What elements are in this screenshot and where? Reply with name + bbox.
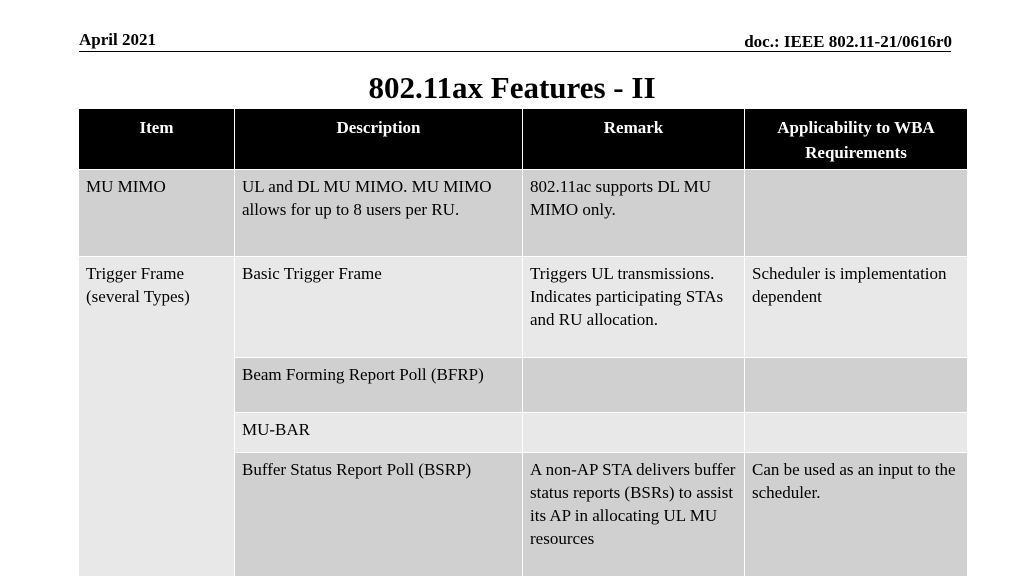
cell-item: MU MIMO bbox=[79, 170, 235, 257]
header-date: April 2021 bbox=[79, 30, 156, 49]
cell-description: Basic Trigger Frame bbox=[235, 257, 523, 358]
column-header-remark: Remark bbox=[523, 109, 745, 170]
column-header-applicability: Applicability to WBA Requirements bbox=[745, 109, 968, 170]
header-doc-id: doc.: IEEE 802.11-21/0616r0 bbox=[744, 32, 952, 51]
cell-applicability: Can be used as an input to the scheduler. bbox=[745, 453, 968, 576]
cell-applicability bbox=[745, 170, 968, 257]
cell-description: MU-BAR bbox=[235, 413, 523, 453]
cell-item: Trigger Frame (several Types) bbox=[79, 257, 235, 576]
cell-description: UL and DL MU MIMO. MU MIMO allows for up to 8 users per RU. bbox=[235, 170, 523, 257]
table-row bbox=[79, 170, 968, 257]
features-table bbox=[78, 108, 968, 576]
cell-remark bbox=[523, 413, 745, 453]
header-divider bbox=[79, 51, 951, 52]
cell-applicability: Scheduler is implementation dependent bbox=[745, 257, 968, 358]
table-row bbox=[79, 257, 968, 358]
column-header-description: Description bbox=[235, 109, 523, 170]
cell-description: Buffer Status Report Poll (BSRP) bbox=[235, 453, 523, 576]
cell-remark bbox=[523, 358, 745, 413]
table-header-row bbox=[79, 109, 968, 170]
cell-applicability bbox=[745, 413, 968, 453]
cell-remark: Triggers UL transmissions. Indicates participating STAs and RU allocation. bbox=[523, 257, 745, 358]
cell-remark: 802.11ac supports DL MU MIMO only. bbox=[523, 170, 745, 257]
cell-remark: A non-AP STA delivers buffer status reports (BSRs) to assist its AP in allocating UL MU resources bbox=[523, 453, 745, 576]
column-header-item: Item bbox=[79, 109, 235, 170]
slide-title: 802.11ax Features - II bbox=[368, 70, 656, 105]
cell-applicability bbox=[745, 358, 968, 413]
cell-description: Beam Forming Report Poll (BFRP) bbox=[235, 358, 523, 413]
